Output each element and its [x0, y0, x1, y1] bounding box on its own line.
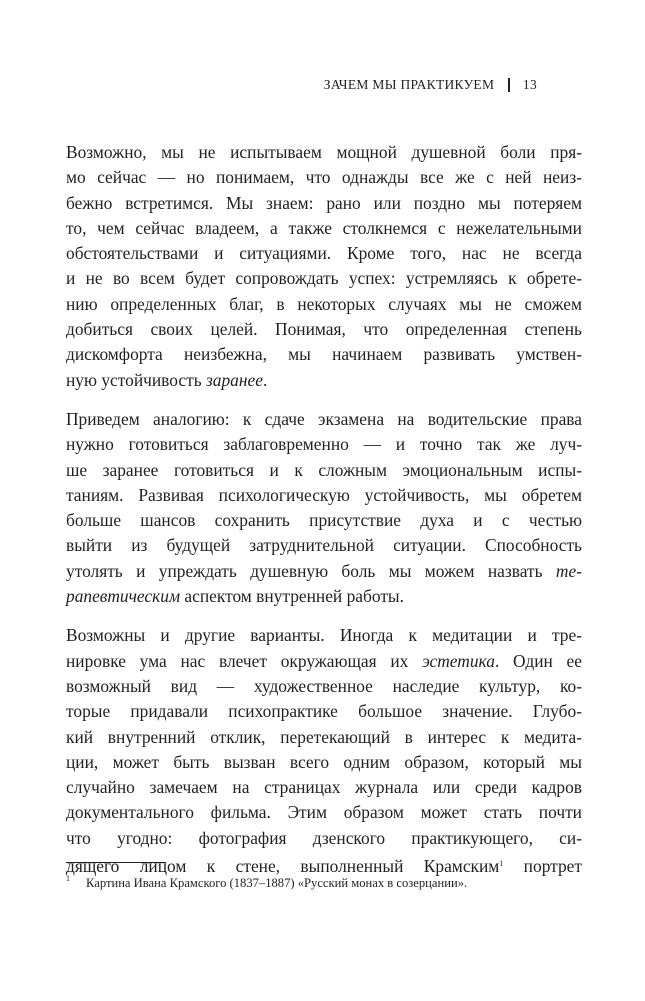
- text-line: дискомфорта неизбежна, мы начинаем развивать умствен-: [66, 344, 582, 365]
- text-line: рапевтическим аспектом внутренней работы.: [66, 586, 404, 607]
- page-number: 13: [522, 77, 537, 92]
- text-line: ную устойчивость заранее.: [66, 369, 268, 390]
- text-line: и не во всем будет сопровождать успех: устремляясь к обрете-: [66, 268, 582, 289]
- text-line: возможный вид — художественное наследие культур, ко-: [66, 675, 582, 696]
- text-line: торые придавали психопрактике большое значение. Глубо-: [66, 701, 582, 722]
- footnote-ref[interactable]: 1: [499, 859, 504, 869]
- italic-emphasis: заранее: [206, 369, 263, 390]
- text-line: выйти из будущей затруднительной ситуации. Способность: [66, 535, 582, 556]
- running-title: ЗАЧЕМ МЫ ПРАКТИКУЕМ: [323, 77, 495, 92]
- text-line: Приведем аналогию: к сдаче экзамена на водительские права: [66, 408, 582, 429]
- text-line: больше шансов сохранить присутствие духа и с честью: [66, 510, 582, 531]
- paragraph-2: [66, 407, 582, 609]
- text-line: ции, может быть вызван всего одним образом, который мы: [66, 751, 582, 772]
- text-line: нировке ума нас влечет окружающая их эстетика. Один ее: [66, 650, 582, 671]
- text-line: добиться своих целей. Понимая, что определенная степень: [66, 319, 582, 340]
- text-line: бежно встретимся. Мы знаем: рано или поздно мы потеряем: [66, 192, 582, 213]
- text-line: что угодно: фотография дзенского практикующего, си-: [66, 827, 582, 848]
- body-text: [66, 140, 582, 876]
- text-line: ше заранее готовиться и к сложным эмоциональным испы-: [66, 459, 582, 480]
- italic-emphasis: рапевтическим: [66, 586, 181, 607]
- header-separator: [508, 78, 510, 92]
- text-line: документального фильма. Этим образом может стать почти: [66, 802, 582, 823]
- italic-emphasis: те-: [555, 560, 582, 581]
- text-line: нию определенных благ, в некоторых случаях мы не сможем: [66, 293, 582, 314]
- text-line: Возможны и другие варианты. Иногда к медитации и тре-: [66, 625, 582, 646]
- text-line: Возможно, мы не испытываем мощной душевной боли пря-: [66, 142, 582, 162]
- text-line: кий внутренний отклик, перетекающий в интерес к медита-: [66, 726, 582, 747]
- text-line: таниям. Развивая психологическую устойчивость, мы обретем: [66, 484, 582, 505]
- text-line: то, чем сейчас владеем, а также столкнемся с нежелательными: [66, 217, 582, 238]
- text-line: случайно замечаем на страницах журнала или среди кадров: [66, 777, 582, 798]
- text-line: мо сейчас — но понимаем, что однажды все же с ней неиз-: [66, 167, 582, 188]
- text-line: дящего лицом к стене, выполненный Крамским$^1$ портрет: [66, 856, 582, 877]
- running-header: [324, 76, 537, 94]
- footnote-marker: 1: [66, 874, 70, 883]
- text-line: нужно готовиться заблаговременно — и точно так же луч-: [66, 434, 582, 455]
- footnote-divider: [66, 862, 166, 863]
- footnote-text: Картина Ивана Крамского (1837–1887) «Русский монах в созерцании».: [86, 876, 468, 890]
- italic-emphasis: эстетика: [422, 650, 495, 671]
- paragraph-3: [66, 623, 582, 876]
- footnote: [66, 871, 467, 891]
- text-line: обстоятельствами и ситуациями. Кроме того, нас не всегда: [66, 243, 582, 264]
- paragraph-1: [66, 140, 582, 393]
- text-line: утолять и упреждать душевную боль мы можем назвать те-: [66, 560, 582, 581]
